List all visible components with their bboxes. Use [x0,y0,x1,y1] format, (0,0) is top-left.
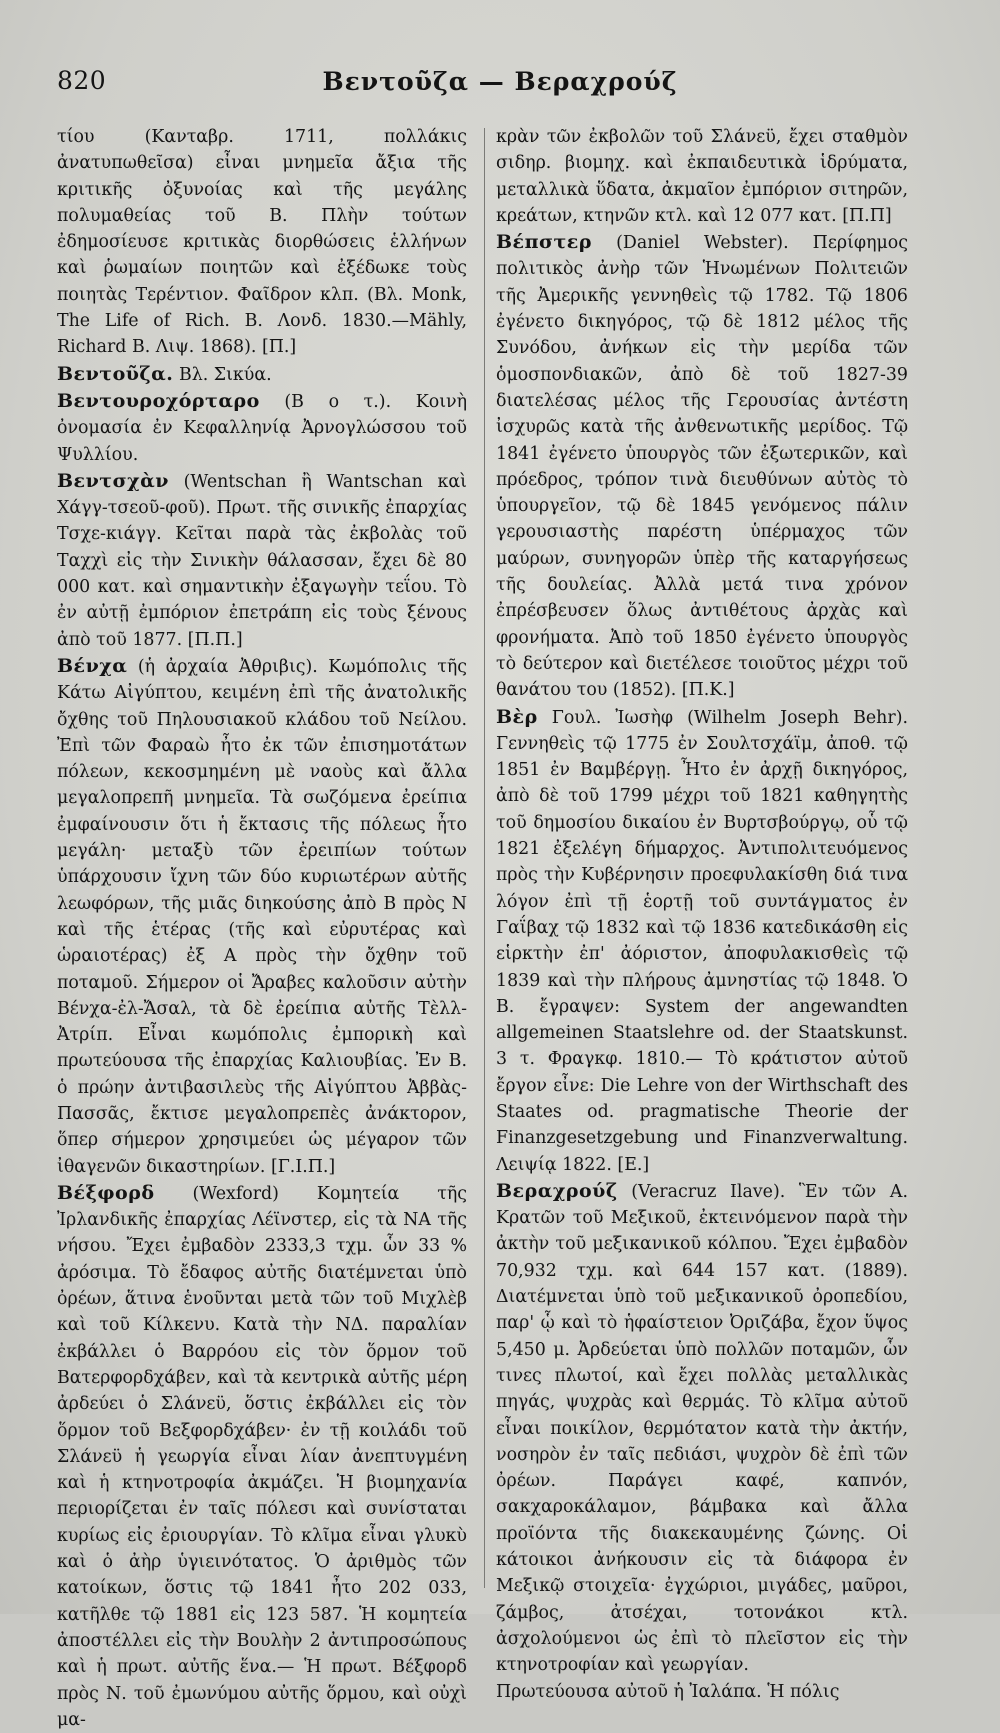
dictionary-entry [496,1178,908,1679]
entry-headword: Βέπστερ [496,231,592,254]
entry-text: τίου (Κανταβρ. 1711, πολλάκις ἀνατυπωθεῖσα) εἶναι μνημεῖα ἄξια τῆς κριτικῆς ὀξυνοίας καὶ τῆς μεγάλης πολυμαθείας τοῦ Β. Πλὴν τούτων ἐδημοσίευσε κριτικὰς διορθώσεις ἑλλήνων καὶ ῥωμαίων ποιητῶν καὶ ἐξέδωκε τοὺς ποιητὰς Τερέντιον. Φαῖδρον κλπ. (Βλ. Monk, The Life of Rich. B. Λονδ. 1830.—Mähly, Richard B. Λιψ. 1868). [Π.] [57,127,467,358]
dictionary-entry [57,388,467,468]
left-column [57,124,467,1733]
page-number: 820 [57,66,107,95]
right-column [496,124,908,1705]
dictionary-entry [57,468,467,653]
entry-text: (Veracruz Ilave). Ἓν τῶν Α. Κρατῶν τοῦ Μεξικοῦ, ἐκτεινόμενον παρὰ τὴν ἀκτὴν τοῦ μεξικανικοῦ κόλπου. Ἔχει ἐμβαδὸν 70,932 τχμ. καὶ 644 157 κατ. (1889). Διατέμνεται ὑπὸ τοῦ μεξικανικοῦ ὀροπεδίου, παρ' ᾧ καὶ τὸ ἡφαίστειον Ὀριζάβα, ἔχον ὕψος 5,450 μ. Ἀρδεύεται ὑπὸ πολλῶν ποταμῶν, ὧν τινες πλωτοί, καὶ ἔχει πολλὰς μεταλλικὰς πηγάς, ψυχρὰς καὶ θερμάς. Τὸ κλῖμα αὐτοῦ εἶναι ποικίλον, θερμότατον κατὰ τὴν ἀκτήν, νοσηρὸν ἐν ταῖς πεδιάσι, ψυχρὸν δὲ ἐπὶ τῶν ὀρέων. Παράγει καφέ, καπνόν, σακχαροκάλαμον, βάμβακα καὶ ἄλλα προϊόντα τῆς διακεκαυμένης ζώνης. Οἱ κάτοικοι ἀνήκουσιν εἰς τὰ διάφορα ἐν Μεξικῷ στοιχεῖα· ἐγχώριοι, μιγάδες, μαῦροι, ζάμβος, ἀτσέχαι, τοτονάκοι κτλ. ἀσχολούμενοι ὡς ἐπὶ τὸ πλεῖστον εἰς τὴν κτηνοτροφίαν καὶ γεωργίαν. [496,1181,908,1676]
entry-text: Πρωτεύουσα αὐτοῦ ἡ Ἰαλάπα. Ἡ πόλις [496,1681,840,1702]
entry-headword: Βένχα [57,654,128,677]
entry-text: (Β ο τ.). Κοινὴ ὀνομασία ἐν Κεφαλληνίᾳ Ἀρνογλώσσου τοῦ Ψυλλίου. [57,391,468,465]
running-head: Βεντοῦζα — Βεραχρούζ [322,67,678,96]
dictionary-entry [57,653,467,1180]
dictionary-entry [496,229,908,703]
entry-text: (ἡ ἀρχαία Ἀθριβις). Κωμόπολις τῆς Κάτω Αἰγύπτου, κειμένη ἐπὶ τῆς ἀνατολικῆς ὄχθης τοῦ Πηλουσιακοῦ κλάδου τοῦ Νείλου. Ἐπὶ τῶν Φαραὼ ἦτο ἐκ τῶν ἐπισημοτάτων πόλεων, κεκοσμημένη μὲ ναοὺς καὶ ἄλλα μεγαλοπρεπῆ μνημεῖα. Τὰ σωζόμενα ἐρείπια ἐμφαίνουσιν ὅτι ἡ ἔκτασις τῆς πόλεως ἦτο μεγάλη· μεταξὺ τῶν ἐρειπίων τούτων ὑπάρχουσιν ἴχνη τῶν δύο κυριωτέρων αὐτῆς λεωφόρων, τῆς μιᾶς διηκούσης ἀπὸ Β πρὸς Ν καὶ τῆς ἑτέρας (τῆς καὶ εὐρυτέρας καὶ ὡραιοτέρας) ἐξ Α πρὸς τὴν ὄχθην τοῦ ποταμοῦ. Σήμερον οἱ Ἄραβες καλοῦσιν αὐτὴν Βένχα-ἐλ-Ἄσαλ, τὰ δὲ ἐρείπια αὐτῆς Τὲλλ-Ἀτρίπ. Εἶναι κωμόπολις ἐμπορικὴ καὶ πρωτεύουσα τῆς ἐπαρχίας Καλιουβίας. Ἐν Β. ὁ πρώην ἀντιβασιλεὺς τῆς Αἰγύπτου Ἀββὰς-Πασσᾶς, ἔκτισε μεγαλοπρεπὲς ἀνάκτορον, ὅπερ σήμερον χρησιμεύει ὡς μέγαρον τῶν ἰθαγενῶν δικαστηρίων. [Γ.Ι.Π.] [57,656,467,1177]
entry-text: Βλ. Σικύα. [178,364,272,385]
entry-text: (Wexford) Κομητεία τῆς Ἰρλανδικῆς ἐπαρχίας Λέϊνστερ, εἰς τὰ ΝΑ τῆς νήσου. Ἔχει ἐμβαδὸν 2333,3 τχμ. ὧν 33 % ἀρόσιμα. Τὸ ἔδαφος αὐτῆς διατέμνεται ὑπὸ ὀρέων, ἅτινα ἑνοῦνται μετὰ τῶν τοῦ Μιχλὲβ καὶ τοῦ Κίλκενυ. Κατὰ τὴν ΝΔ. παραλίαν ἐκβάλλει ὁ Βαρρόου εἰς τὸν ὅρμον τοῦ Βατερφορδχάβεν, καὶ τὰ κεντρικὰ αὐτῆς μέρη ἀρδεύει ὁ Σλάνεϋ, ὅστις ἐκβάλλει εἰς τὸν ὅρμον τοῦ Βεξφορδχάβεν· ἐν τῇ κοιλάδι τοῦ Σλάνεϋ ἡ γεωργία εἶναι λίαν ἀνεπτυγμένη καὶ ἡ κτηνοτροφία ἀκμάζει. Ἡ βιομηχανία περιορίζεται ἐν ταῖς πόλεσι καὶ συνίσταται κυρίως εἰς ἐριουργίαν. Τὸ κλῖμα εἶναι γλυκὺ καὶ ὁ ἀὴρ ὑγιεινότατος. Ὁ ἀριθμὸς τῶν κατοίκων, ὅστις τῷ 1841 ἦτο 202 033, κατῆλθε τῷ 1881 εἰς 123 587. Ἡ κομητεία ἀποστέλλει εἰς τὴν Βουλὴν 2 ἀντιπροσώπους καὶ ἡ πρωτ. αὐτῆς ἕνα.— Ἡ πρωτ. Βέξφορδ πρὸς Ν. τοῦ ἐμωνύμου αὐτῆς ὅρμου, καὶ οὐχὶ μα- [57,1183,467,1730]
entry-headword: Βεντουροχόρταρο [57,389,260,412]
page-header [0,66,1000,106]
dictionary-entry [57,124,467,361]
entry-text: Γουλ. Ἰωσὴφ (Wilhelm Joseph Behr). Γεννηθεὶς τῷ 1775 ἐν Σουλτσχάϊμ, ἀποθ. τῷ 1851 ἐν Βαμβέργῃ. Ἦτο ἐν ἀρχῇ δικηγόρος, ἀπὸ δὲ τοῦ 1799 μέχρι τοῦ 1821 καθηγητὴς τοῦ δημοσίου δικαίου ἐν Βυρτσβούργῳ, οὗ τῷ 1821 ἐξελέγη δήμαρχος. Ἀντιπολιτευόμενος πρὸς τὴν Κυβέρνησιν προεφυλακίσθη διά τινα λόγον ἐπὶ τῇ ἑορτῇ τοῦ συντάγματος ἐν Γαΐβαχ τῷ 1832 καὶ τῷ 1836 κατεδικάσθη εἰς εἱρκτὴν ἐπ' ἀόριστον, ἀποφυλακισθεὶς τῷ 1839 καὶ τὴν πλήρους ἀμνηστίας τῷ 1848. Ὁ Β. ἔγραψεν: System der angewandten allgemeinen Staatslehre od. der Staatskunst. 3 τ. Φραγκφ. 1810.— Τὸ κράτιστον αὐτοῦ ἔργον εἶνε: Die Lehre von der Wirthschaft des Staates od. pragmatische Theorie der Finanzgesetzgebung und Finanzverwaltung. Λειψίᾳ 1822. [E.] [496,707,909,1175]
entry-text: (Daniel Webster). Περίφημος πολιτικὸς ἀνὴρ τῶν Ἡνωμένων Πολιτειῶν τῆς Ἀμερικῆς γεννηθεὶς τῷ 1782. Τῷ 1806 ἐγένετο δικηγόρος, τῷ δὲ 1812 μέλος τῆς Συνόδου, ἀνήκων εἰς τὴν μερίδα τῶν ὁμοσπονδιακῶν, ἀπὸ δὲ τοῦ 1827-39 διατελέσας μέλος τῆς Γερουσίας ἀντέστη ἰσχυρῶς κατὰ τῆς ἀνθενωτικῆς μερίδος. Τῷ 1841 ἐγένετο ὑπουργὸς τῶν ἐξωτερικῶν, καὶ πρόεδρος, τρόπον τινὰ διευθύνων αὐτὸς τὸ ὑπουργεῖον, τῷ δὲ 1845 γενόμενος πάλιν γερουσιαστὴς παρέστη ὑπέρμαχος τῶν μαύρων, συνηγορῶν ὑπὲρ τῆς καταργήσεως τῆς δουλείας. Ἀλλὰ μετά τινα χρόνον ἐπρέσβευσεν ὅλως ἀντιθέτους ἀρχὰς καὶ φρονήματα. Ἀπὸ τοῦ 1850 ἐγένετο ὑπουργὸς τὸ δεύτερον καὶ διετέλεσε τοιοῦτος μέχρι τοῦ θανάτου του (1852). [Π.Κ.] [496,233,909,701]
entry-headword: Βὲρ [496,705,538,728]
dictionary-entry [496,704,908,1178]
entry-headword: Βεντοῦζα. [57,362,174,385]
dictionary-entry [57,1180,467,1733]
dictionary-entry [496,1679,908,1705]
entry-text: κρὰν τῶν ἐκβολῶν τοῦ Σλάνεϋ, ἔχει σταθμὸν σιδηρ. βιομηχ. καὶ ἐκπαιδευτικὰ ἱδρύματα, μεταλλικὰ ὕδατα, ἀκμαῖον ἐμπόριον σιτηρῶν, κρεάτων, κτηνῶν κτλ. καὶ 12 077 κατ. [Π.Π] [496,127,908,226]
entry-headword: Βεραχρούζ [496,1179,618,1202]
entry-text: (Wentschan ἢ Wantschan καὶ Χάγγ-τσεοῦ-φοῦ). Πρωτ. τῆς σινικῆς ἐπαρχίας Τσχε-κιάγγ. Κεῖται παρὰ τὰς ἐκβολὰς τοῦ Ταχχὶ εἰς τὴν Σινικὴν θάλασσαν, ἔχει δὲ 80 000 κατ. καὶ σημαντικὴν ἐξαγωγὴν τεΐου. Τὸ ἐν αὐτῇ ἐμπόριον ἐπετράπη εἰς τοὺς ξένους ἀπὸ τοῦ 1877. [Π.Π.] [57,471,467,650]
dictionary-entry [57,361,467,388]
dictionary-entry [496,124,908,229]
entry-headword: Βεντσχὰν [57,469,169,492]
entry-headword: Βέξφορδ [57,1181,155,1204]
column-divider [484,128,485,1588]
